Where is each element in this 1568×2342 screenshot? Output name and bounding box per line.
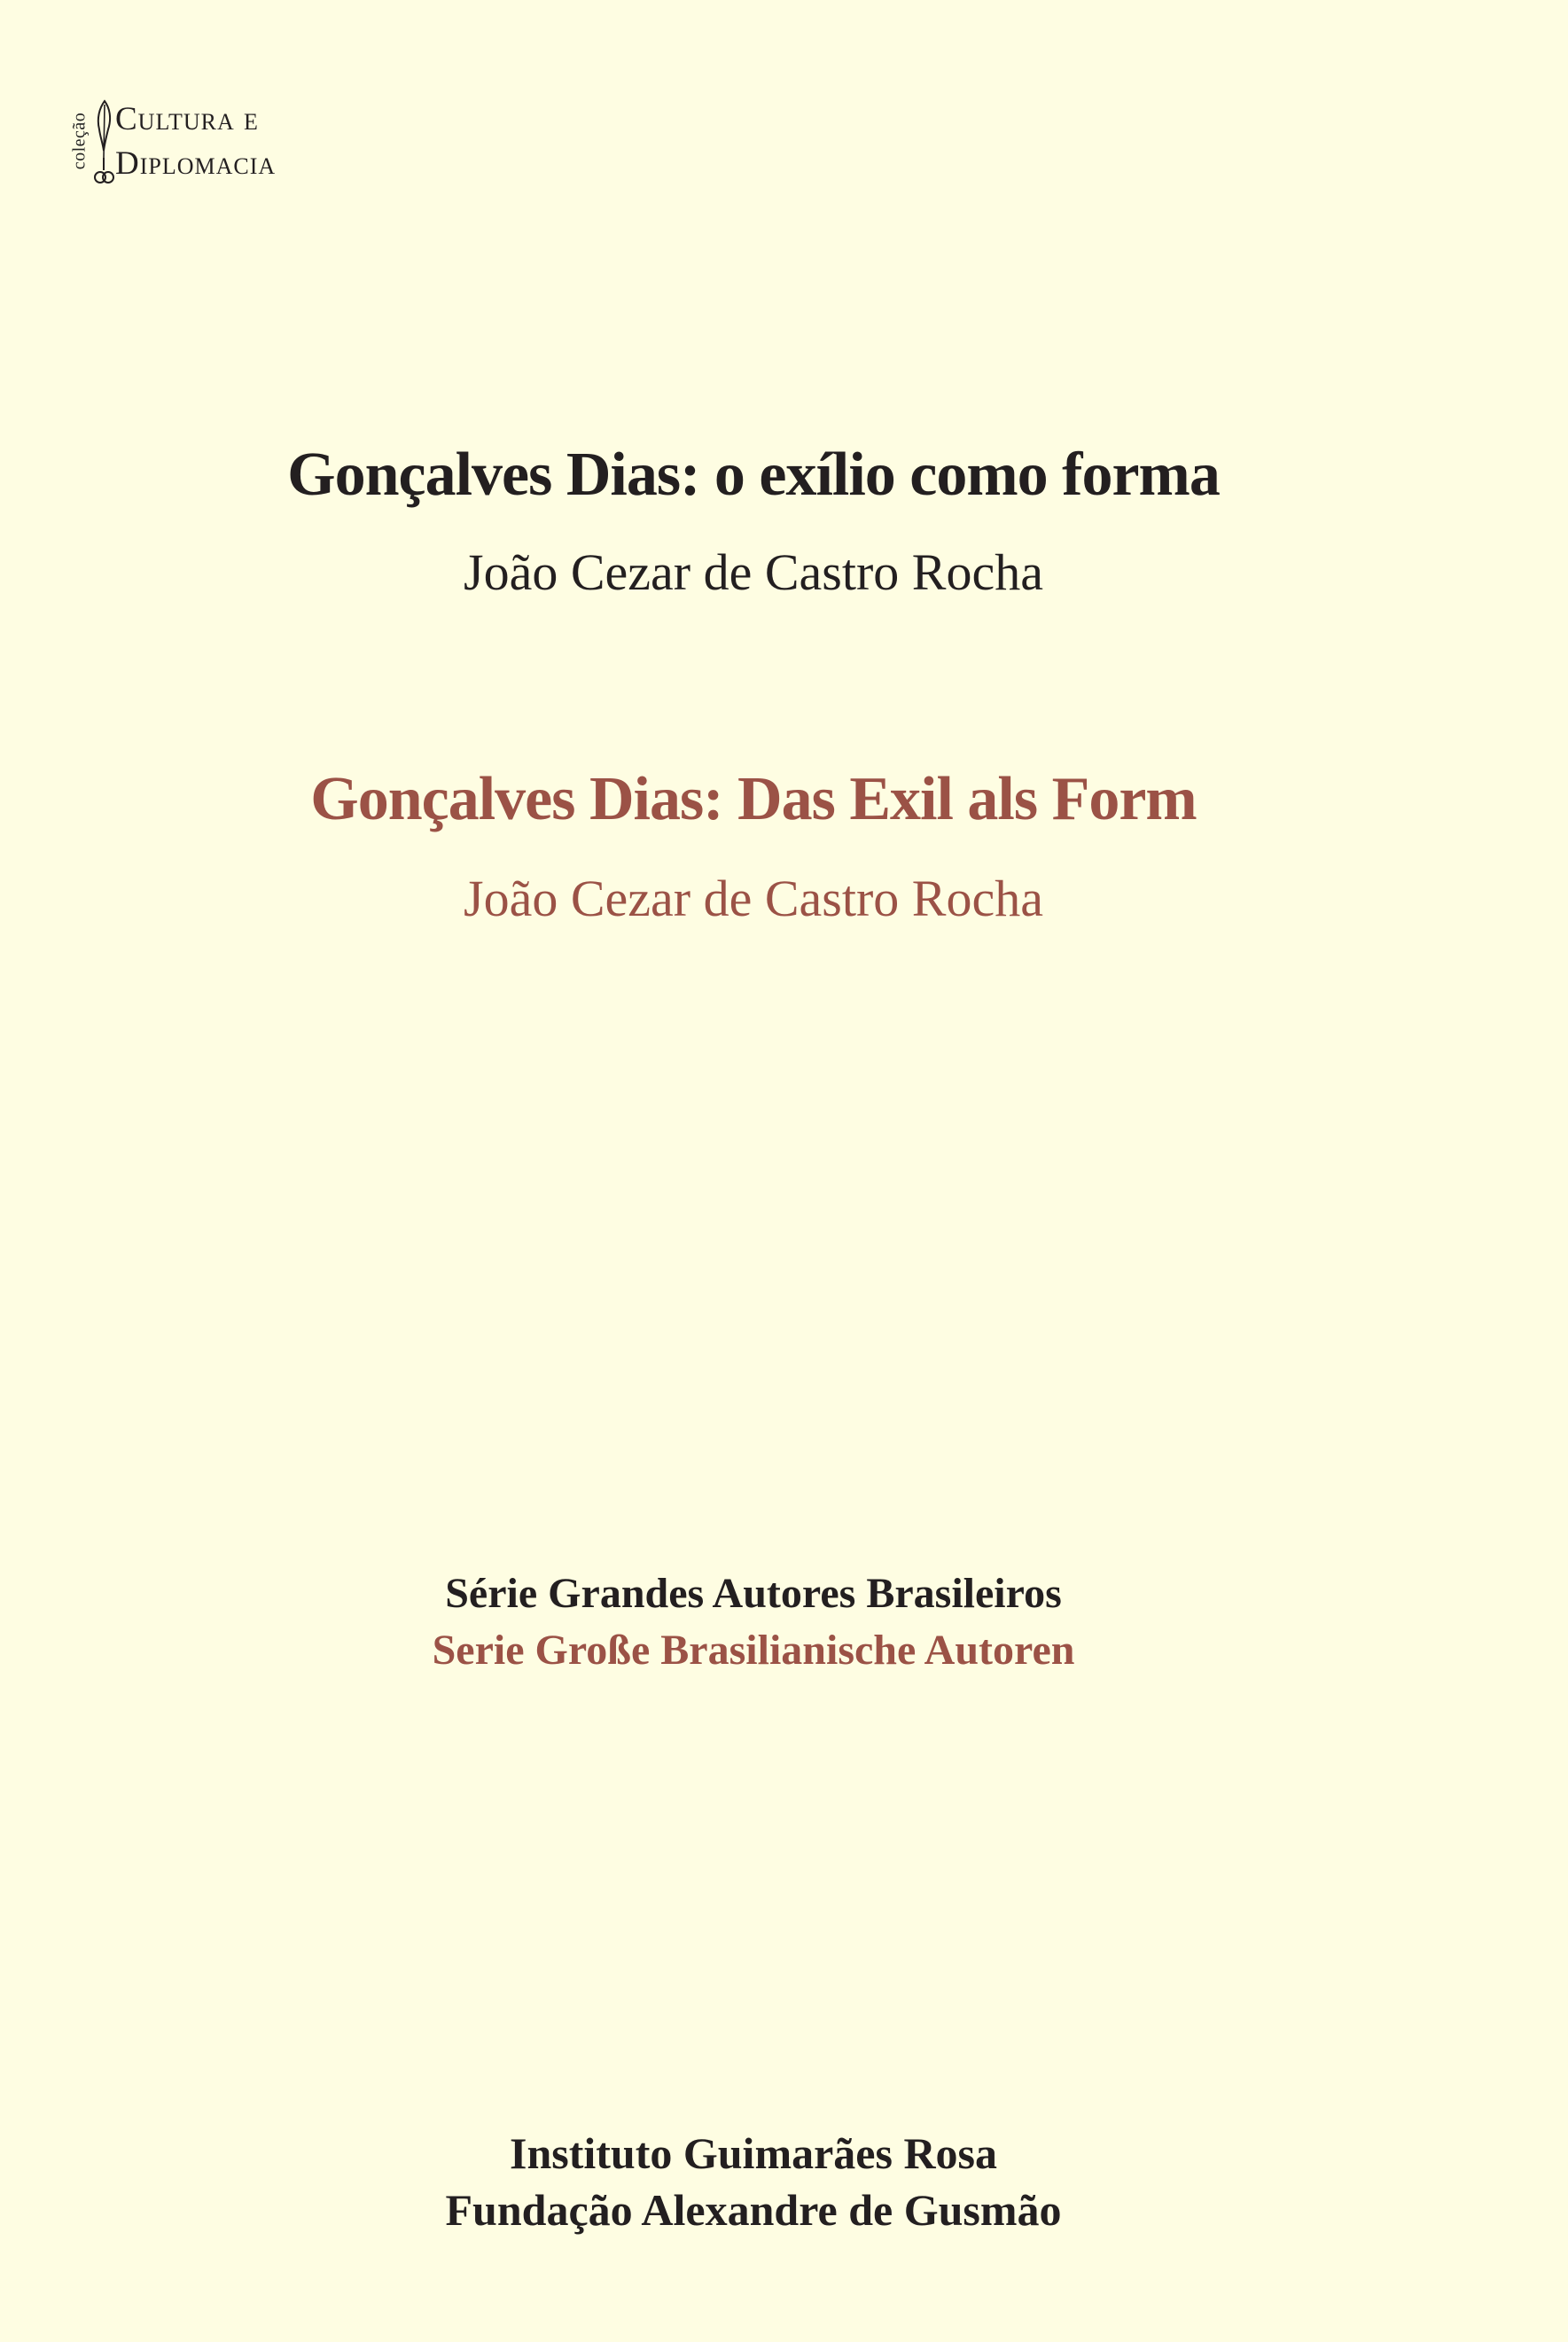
logo-vertical-text bbox=[69, 94, 90, 188]
series-german: Serie Große Brasilianische Autoren bbox=[432, 1627, 1075, 1674]
publisher-line-1: Instituto Guimarães Rosa bbox=[509, 2128, 998, 2178]
logo-colecao-label: coleção bbox=[69, 112, 90, 170]
logo-line-cultura: Cultura e bbox=[115, 101, 259, 137]
title-german: Gonçalves Dias: Das Exil als Form bbox=[310, 765, 1197, 833]
collection-logo bbox=[69, 94, 397, 188]
publisher-line-2: Fundação Alexandre de Gusmão bbox=[445, 2185, 1062, 2235]
author-german: João Cezar de Castro Rocha bbox=[464, 870, 1043, 927]
title-portuguese: Gonçalves Dias: o exílio como forma bbox=[287, 441, 1220, 509]
author-portuguese: João Cezar de Castro Rocha bbox=[464, 543, 1043, 601]
quill-icon bbox=[92, 96, 115, 188]
series-portuguese: Série Grandes Autores Brasileiros bbox=[445, 1570, 1062, 1617]
logo-line-diplomacia: Diplomacia bbox=[115, 145, 277, 182]
